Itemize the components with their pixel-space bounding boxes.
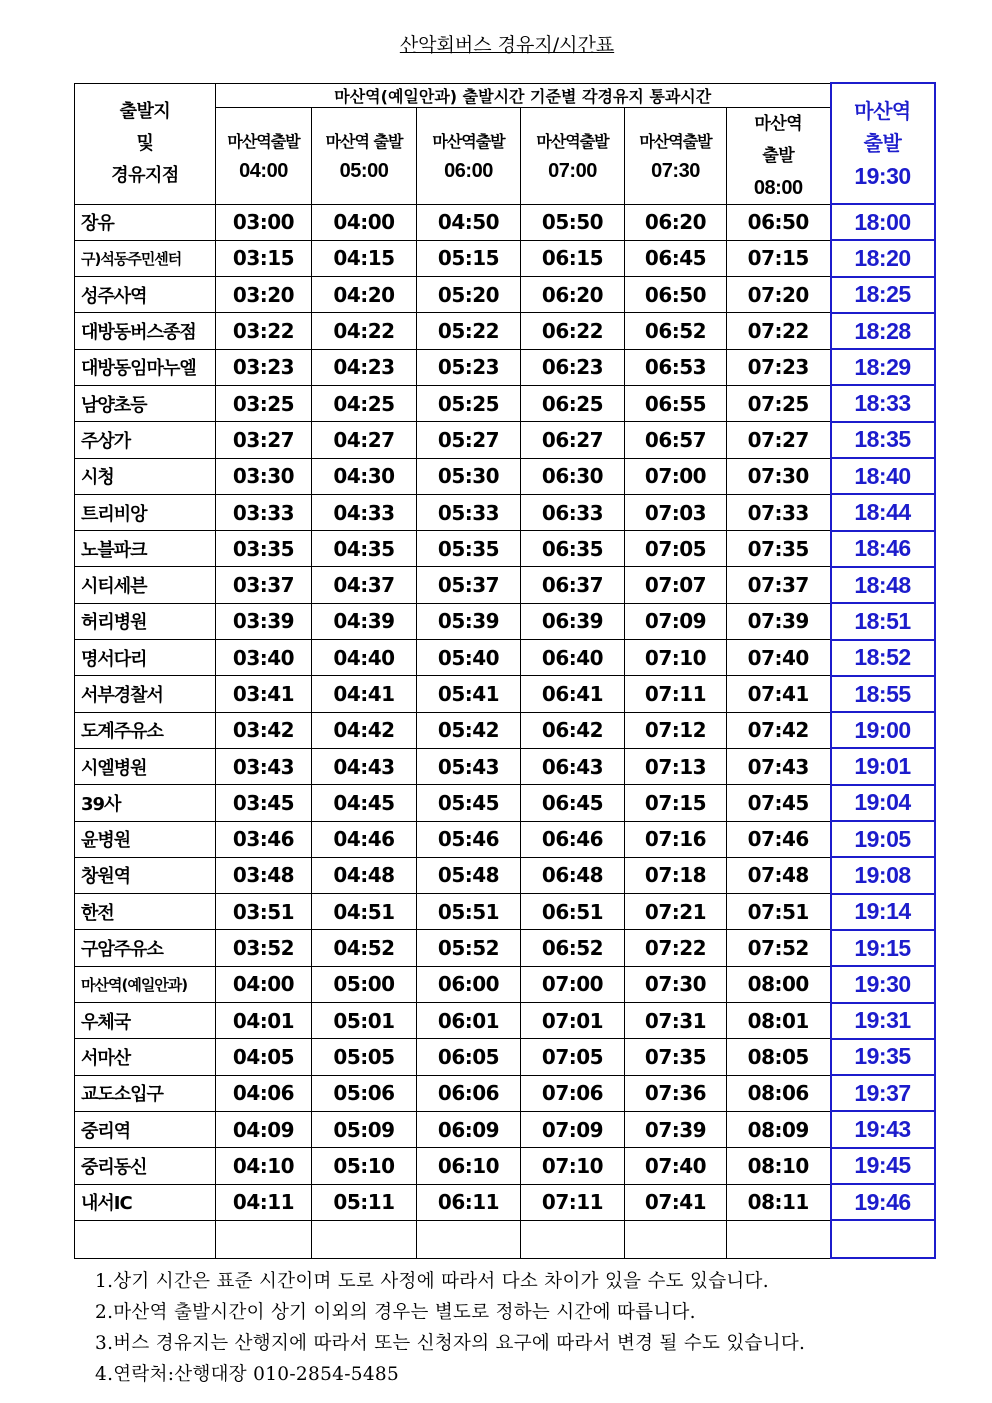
time-cell: 07:46	[727, 821, 831, 857]
time-cell: 07:10	[625, 640, 727, 676]
table-row	[75, 930, 935, 966]
header-super-title: 마산역(예일안과) 출발시간 기준별 각경유지 통과시간	[216, 83, 831, 107]
stop-name: 39사	[75, 785, 216, 821]
time-cell: 07:48	[727, 857, 831, 893]
time-cell: 06:57	[625, 422, 727, 458]
time-cell: 04:46	[312, 821, 417, 857]
time-cell: 06:50	[625, 277, 727, 313]
time-cell: 03:35	[216, 531, 312, 567]
time-cell: 07:36	[625, 1075, 727, 1111]
time-cell: 05:10	[312, 1148, 417, 1184]
time-cell: 05:40	[417, 640, 521, 676]
table-row	[75, 821, 935, 857]
time-cell: 04:06	[216, 1075, 312, 1111]
time-cell: 07:45	[727, 785, 831, 821]
time-cell: 19:30	[831, 966, 935, 1002]
empty-cell	[625, 1220, 727, 1258]
time-cell: 18:52	[831, 640, 935, 676]
header-col-label: 출발	[863, 132, 902, 155]
time-cell: 04:50	[417, 204, 521, 240]
table-row	[75, 458, 935, 494]
time-cell: 07:51	[727, 894, 831, 930]
stop-name: 명서다리	[75, 640, 216, 676]
time-cell: 06:45	[521, 785, 625, 821]
table-row	[75, 1148, 935, 1184]
time-cell: 03:39	[216, 603, 312, 639]
time-cell: 05:51	[417, 894, 521, 930]
time-cell: 04:15	[312, 240, 417, 276]
time-cell: 07:00	[521, 966, 625, 1002]
time-cell: 04:42	[312, 712, 417, 748]
time-cell: 06:23	[521, 349, 625, 385]
time-cell: 04:25	[312, 385, 417, 421]
table-row	[75, 494, 935, 530]
empty-cell	[831, 1220, 935, 1258]
time-cell: 05:48	[417, 857, 521, 893]
stop-name: 주상가	[75, 422, 216, 458]
time-cell: 04:00	[216, 966, 312, 1002]
page-title: 산악회버스 경유지/시간표	[399, 34, 615, 56]
time-cell: 03:41	[216, 676, 312, 712]
stop-name: 우체국	[75, 1003, 216, 1039]
time-cell: 06:39	[521, 603, 625, 639]
table-row	[75, 1003, 935, 1039]
time-cell: 05:20	[417, 277, 521, 313]
table-row	[75, 603, 935, 639]
time-cell: 07:39	[625, 1111, 727, 1147]
time-cell: 07:18	[625, 857, 727, 893]
time-cell: 18:33	[831, 385, 935, 421]
time-cell: 07:07	[625, 567, 727, 603]
time-cell: 04:11	[216, 1184, 312, 1220]
stop-name: 중리역	[75, 1111, 216, 1147]
time-cell: 07:15	[727, 240, 831, 276]
note-line: 1.상기 시간은 표준 시간이며 도로 사정에 따라서 다소 차이가 있을 수도 있습니다.	[95, 1271, 769, 1292]
time-cell: 07:01	[521, 1003, 625, 1039]
time-cell: 07:22	[625, 930, 727, 966]
header-col-label: 마산역출발	[536, 131, 609, 151]
note-line: 2.마산역 출발시간이 상기 이외의 경우는 별도로 정하는 시간에 따릅니다.	[95, 1302, 696, 1323]
time-cell: 04:27	[312, 422, 417, 458]
stop-name: 시청	[75, 458, 216, 494]
time-cell: 05:15	[417, 240, 521, 276]
time-cell: 07:30	[625, 966, 727, 1002]
time-cell: 07:09	[521, 1111, 625, 1147]
table-row	[75, 1075, 935, 1111]
time-cell: 07:05	[521, 1039, 625, 1075]
header-corner-line: 및	[136, 132, 154, 154]
time-cell: 18:00	[831, 204, 935, 240]
time-cell: 19:04	[831, 785, 935, 821]
time-cell: 05:09	[312, 1111, 417, 1147]
time-cell: 06:50	[727, 204, 831, 240]
time-cell: 06:41	[521, 676, 625, 712]
time-cell: 06:10	[417, 1148, 521, 1184]
time-cell: 07:22	[727, 313, 831, 349]
time-cell: 04:48	[312, 857, 417, 893]
time-cell: 03:20	[216, 277, 312, 313]
time-cell: 19:01	[831, 748, 935, 784]
header-col-label: 마산역	[854, 100, 911, 123]
time-cell: 05:45	[417, 785, 521, 821]
table-row	[75, 531, 935, 567]
time-cell: 19:37	[831, 1075, 935, 1111]
stop-name: 교도소입구	[75, 1075, 216, 1111]
table-row	[75, 349, 935, 385]
time-cell: 07:40	[625, 1148, 727, 1184]
table-row	[75, 1184, 935, 1220]
time-cell: 19:45	[831, 1148, 935, 1184]
stop-name: 대방동임마누엘	[75, 349, 216, 385]
time-cell: 03:48	[216, 857, 312, 893]
stop-name: 장유	[75, 204, 216, 240]
time-cell: 03:37	[216, 567, 312, 603]
time-cell: 03:40	[216, 640, 312, 676]
time-cell: 04:40	[312, 640, 417, 676]
time-cell: 04:05	[216, 1039, 312, 1075]
time-cell: 07:21	[625, 894, 727, 930]
time-cell: 07:11	[625, 676, 727, 712]
time-cell: 04:23	[312, 349, 417, 385]
time-cell: 08:06	[727, 1075, 831, 1111]
time-cell: 06:46	[521, 821, 625, 857]
time-cell: 03:15	[216, 240, 312, 276]
header-col-time: 04:00	[239, 159, 288, 182]
time-cell: 18:55	[831, 676, 935, 712]
stop-name: 노블파크	[75, 531, 216, 567]
header-col-time: 19:30	[854, 162, 911, 189]
time-cell: 07:15	[625, 785, 727, 821]
time-cell: 05:11	[312, 1184, 417, 1220]
table-row	[75, 712, 935, 748]
time-cell: 06:09	[417, 1111, 521, 1147]
time-cell: 03:42	[216, 712, 312, 748]
time-cell: 05:35	[417, 531, 521, 567]
time-cell: 18:35	[831, 422, 935, 458]
time-cell: 06:15	[521, 240, 625, 276]
time-cell: 04:43	[312, 748, 417, 784]
header-col-label: 마산역출발	[227, 131, 300, 151]
time-cell: 19:31	[831, 1003, 935, 1039]
time-cell: 07:40	[727, 640, 831, 676]
time-cell: 08:05	[727, 1039, 831, 1075]
table-row	[75, 966, 935, 1002]
time-cell: 18:46	[831, 531, 935, 567]
time-cell: 03:33	[216, 494, 312, 530]
stop-name: 도계주유소	[75, 712, 216, 748]
time-cell: 06:45	[625, 240, 727, 276]
time-cell: 05:00	[312, 966, 417, 1002]
table-row	[75, 748, 935, 784]
time-cell: 19:14	[831, 894, 935, 930]
time-cell: 03:27	[216, 422, 312, 458]
time-cell: 07:06	[521, 1075, 625, 1111]
stop-name: 서부경찰서	[75, 676, 216, 712]
time-cell: 07:13	[625, 748, 727, 784]
time-cell: 18:48	[831, 567, 935, 603]
time-cell: 06:37	[521, 567, 625, 603]
time-cell: 04:45	[312, 785, 417, 821]
time-cell: 04:20	[312, 277, 417, 313]
time-cell: 07:00	[625, 458, 727, 494]
header-col-label: 마산역출발	[432, 131, 505, 151]
time-cell: 05:01	[312, 1003, 417, 1039]
time-cell: 07:37	[727, 567, 831, 603]
header-col-time: 07:00	[548, 159, 597, 182]
time-cell: 06:40	[521, 640, 625, 676]
time-cell: 06:42	[521, 712, 625, 748]
time-cell: 06:22	[521, 313, 625, 349]
table-row	[75, 422, 935, 458]
header-col-7	[831, 83, 935, 204]
table-row	[75, 676, 935, 712]
time-cell: 19:35	[831, 1039, 935, 1075]
time-cell: 19:08	[831, 857, 935, 893]
time-cell: 18:20	[831, 240, 935, 276]
time-cell: 19:00	[831, 712, 935, 748]
header-col-label: 출발	[762, 145, 795, 166]
table-row	[75, 567, 935, 603]
time-cell: 07:35	[625, 1039, 727, 1075]
header-col-time: 08:00	[753, 176, 803, 199]
time-cell: 05:25	[417, 385, 521, 421]
header-col-label: 마산역출발	[639, 131, 712, 151]
time-cell: 04:33	[312, 494, 417, 530]
time-cell: 06:20	[521, 277, 625, 313]
time-cell: 07:09	[625, 603, 727, 639]
time-cell: 07:39	[727, 603, 831, 639]
stop-name: 성주사역	[75, 277, 216, 313]
time-cell: 07:30	[727, 458, 831, 494]
time-cell: 04:01	[216, 1003, 312, 1039]
time-cell: 08:09	[727, 1111, 831, 1147]
time-cell: 05:41	[417, 676, 521, 712]
header-corner-line: 경유지점	[111, 164, 179, 186]
time-cell: 07:03	[625, 494, 727, 530]
time-cell: 06:35	[521, 531, 625, 567]
table-row	[75, 385, 935, 421]
time-cell: 08:00	[727, 966, 831, 1002]
stop-name: 마산역(예일안과)	[75, 966, 216, 1002]
table-row	[75, 1039, 935, 1075]
time-cell: 03:25	[216, 385, 312, 421]
stop-name: 구)석동주민센터	[75, 240, 216, 276]
table-row	[75, 894, 935, 930]
time-cell: 04:35	[312, 531, 417, 567]
time-cell: 05:23	[417, 349, 521, 385]
time-cell: 18:44	[831, 494, 935, 530]
time-cell: 07:41	[625, 1184, 727, 1220]
time-cell: 07:42	[727, 712, 831, 748]
time-cell: 04:30	[312, 458, 417, 494]
empty-cell	[216, 1220, 312, 1258]
time-cell: 07:12	[625, 712, 727, 748]
header-col-2	[312, 107, 417, 204]
header-corner	[75, 83, 216, 204]
stop-name: 윤병원	[75, 821, 216, 857]
stop-name: 트리비앙	[75, 494, 216, 530]
time-cell: 06:27	[521, 422, 625, 458]
stop-name: 허리병원	[75, 603, 216, 639]
time-cell: 06:01	[417, 1003, 521, 1039]
stop-name: 시엘병원	[75, 748, 216, 784]
time-cell: 07:35	[727, 531, 831, 567]
time-cell: 03:23	[216, 349, 312, 385]
time-cell: 06:55	[625, 385, 727, 421]
time-cell: 06:43	[521, 748, 625, 784]
time-cell: 18:28	[831, 313, 935, 349]
table-row	[75, 277, 935, 313]
time-cell: 04:10	[216, 1148, 312, 1184]
empty-cell	[75, 1220, 216, 1258]
time-cell: 04:51	[312, 894, 417, 930]
time-cell: 05:22	[417, 313, 521, 349]
stop-name: 대방동버스종점	[75, 313, 216, 349]
stop-name: 시티세븐	[75, 567, 216, 603]
stop-name: 창원역	[75, 857, 216, 893]
time-cell: 03:22	[216, 313, 312, 349]
table-row	[75, 204, 935, 240]
time-cell: 04:52	[312, 930, 417, 966]
time-cell: 06:30	[521, 458, 625, 494]
header-col-4	[521, 107, 625, 204]
empty-cell	[312, 1220, 417, 1258]
time-cell: 05:46	[417, 821, 521, 857]
time-cell: 03:30	[216, 458, 312, 494]
empty-row	[75, 1220, 935, 1258]
table-row	[75, 1111, 935, 1147]
time-cell: 03:52	[216, 930, 312, 966]
timetable	[74, 82, 936, 1259]
time-cell: 03:51	[216, 894, 312, 930]
time-cell: 07:27	[727, 422, 831, 458]
header-col-label: 마산역	[754, 113, 803, 134]
time-cell: 05:05	[312, 1039, 417, 1075]
time-cell: 03:43	[216, 748, 312, 784]
time-cell: 05:30	[417, 458, 521, 494]
time-cell: 05:52	[417, 930, 521, 966]
header-col-6	[727, 107, 831, 204]
time-cell: 07:43	[727, 748, 831, 784]
time-cell: 04:39	[312, 603, 417, 639]
time-cell: 03:45	[216, 785, 312, 821]
time-cell: 05:33	[417, 494, 521, 530]
time-cell: 03:46	[216, 821, 312, 857]
time-cell: 05:50	[521, 204, 625, 240]
stop-name: 구암주유소	[75, 930, 216, 966]
time-cell: 18:51	[831, 603, 935, 639]
time-cell: 19:43	[831, 1111, 935, 1147]
time-cell: 06:00	[417, 966, 521, 1002]
time-cell: 07:05	[625, 531, 727, 567]
time-cell: 06:11	[417, 1184, 521, 1220]
stop-name: 한전	[75, 894, 216, 930]
header-col-label: 마산역 출발	[325, 131, 403, 151]
time-cell: 05:43	[417, 748, 521, 784]
time-cell: 05:39	[417, 603, 521, 639]
empty-cell	[521, 1220, 625, 1258]
time-cell: 07:20	[727, 277, 831, 313]
note-line: 3.버스 경유지는 산행지에 따라서 또는 신청자의 요구에 따라서 변경 될 수도 있습니다.	[95, 1333, 806, 1354]
time-cell: 06:33	[521, 494, 625, 530]
table-row	[75, 857, 935, 893]
time-cell: 18:29	[831, 349, 935, 385]
time-cell: 04:09	[216, 1111, 312, 1147]
table-row	[75, 240, 935, 276]
time-cell: 06:05	[417, 1039, 521, 1075]
time-cell: 04:22	[312, 313, 417, 349]
header-col-1	[216, 107, 312, 204]
time-cell: 06:06	[417, 1075, 521, 1111]
header-col-time: 07:30	[651, 159, 700, 182]
time-cell: 05:37	[417, 567, 521, 603]
time-cell: 07:16	[625, 821, 727, 857]
time-cell: 08:01	[727, 1003, 831, 1039]
time-cell: 05:06	[312, 1075, 417, 1111]
header-col-5	[625, 107, 727, 204]
empty-cell	[727, 1220, 831, 1258]
empty-cell	[417, 1220, 521, 1258]
time-cell: 19:46	[831, 1184, 935, 1220]
header-corner-line: 출발지	[119, 100, 171, 122]
time-cell: 04:41	[312, 676, 417, 712]
time-cell: 07:33	[727, 494, 831, 530]
time-cell: 04:37	[312, 567, 417, 603]
note-line: 4.연락처:산행대장 010-2854-5485	[95, 1364, 400, 1385]
time-cell: 07:10	[521, 1148, 625, 1184]
header-col-time: 06:00	[444, 159, 493, 182]
time-cell: 06:20	[625, 204, 727, 240]
time-cell: 07:11	[521, 1184, 625, 1220]
stop-name: 서마산	[75, 1039, 216, 1075]
time-cell: 07:41	[727, 676, 831, 712]
time-cell: 07:31	[625, 1003, 727, 1039]
time-cell: 06:53	[625, 349, 727, 385]
notes	[95, 1266, 975, 1390]
time-cell: 05:27	[417, 422, 521, 458]
time-cell: 04:00	[312, 204, 417, 240]
time-cell: 06:52	[521, 930, 625, 966]
time-cell: 03:00	[216, 204, 312, 240]
time-cell: 06:51	[521, 894, 625, 930]
time-cell: 19:15	[831, 930, 935, 966]
table-row	[75, 313, 935, 349]
time-cell: 06:48	[521, 857, 625, 893]
time-cell: 07:25	[727, 385, 831, 421]
table-row	[75, 640, 935, 676]
time-cell: 18:25	[831, 277, 935, 313]
header-col-time: 05:00	[339, 159, 389, 182]
time-cell: 07:52	[727, 930, 831, 966]
time-cell: 08:11	[727, 1184, 831, 1220]
time-cell: 06:52	[625, 313, 727, 349]
time-cell: 06:25	[521, 385, 625, 421]
time-cell: 18:40	[831, 458, 935, 494]
time-cell: 08:10	[727, 1148, 831, 1184]
stop-name: 중리동신	[75, 1148, 216, 1184]
time-cell: 05:42	[417, 712, 521, 748]
time-cell: 07:23	[727, 349, 831, 385]
table-row	[75, 785, 935, 821]
stop-name: 내서IC	[75, 1184, 216, 1220]
header-col-3	[417, 107, 521, 204]
time-cell: 19:05	[831, 821, 935, 857]
stop-name: 남양초등	[75, 385, 216, 421]
